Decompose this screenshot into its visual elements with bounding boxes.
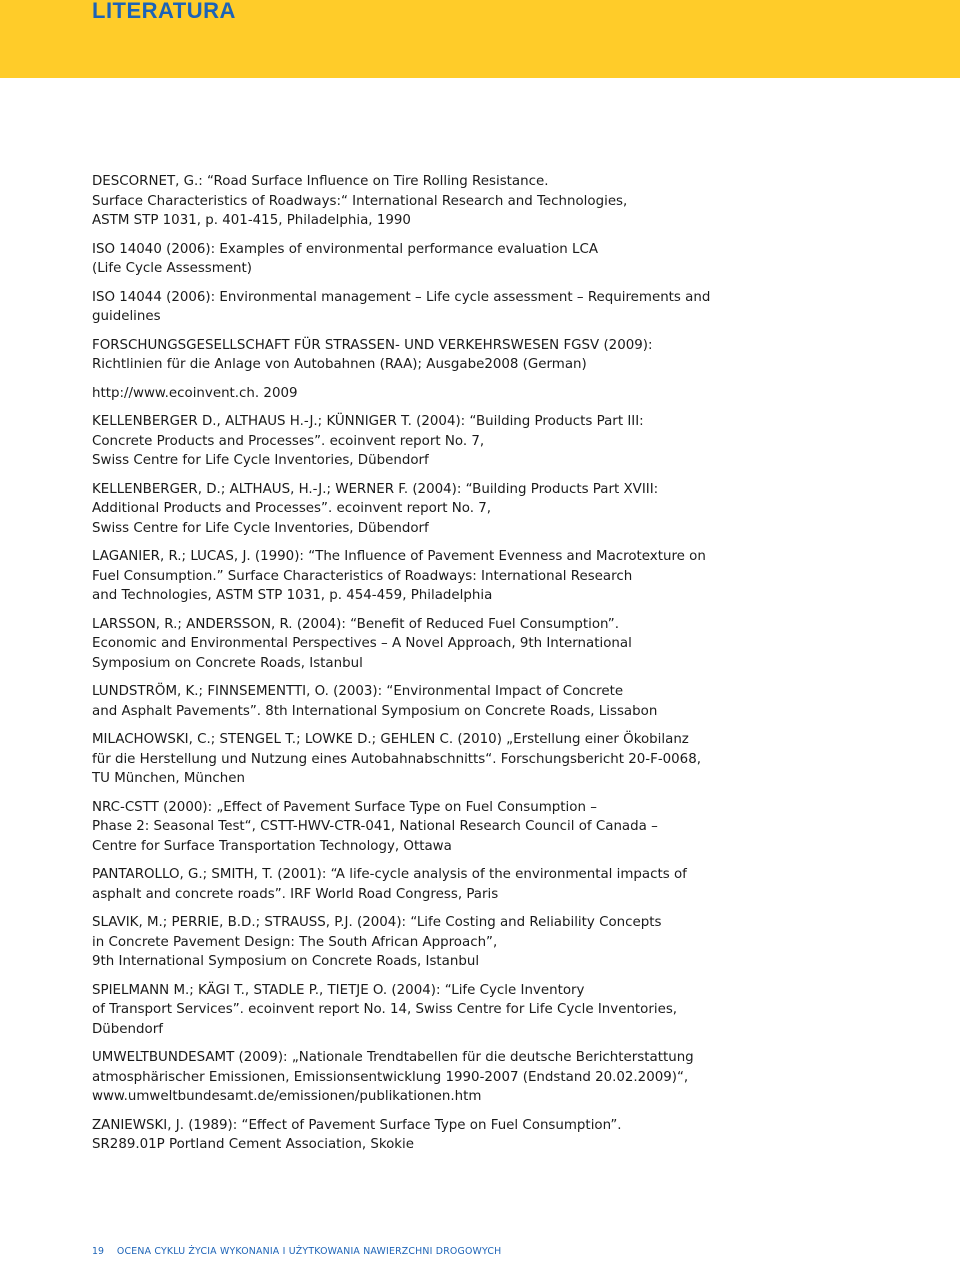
reference-line: and Technologies, ASTM STP 1031, p. 454-459, Philadelphia <box>92 588 493 603</box>
reference-line: guidelines <box>92 309 161 324</box>
footer-title: OCENA CYKLU ŻYCIA WYKONANIA I UŻYTKOWANIA NAWIERZCHNI DROGOWYCH <box>116 1246 502 1257</box>
reference-line: MILACHOWSKI, C.; STENGEL T.; LOWKE D.; GEHLEN C. (2010) „Erstellung einer Ökobilanz <box>92 732 689 747</box>
reference-line: http://www.ecoinvent.ch. 2009 <box>92 385 298 401</box>
reference-line: SLAVIK, M.; PERRIE, B.D.; STRAUSS, P.J. (2004): “Life Costing and Reliability Concepts <box>92 915 662 930</box>
reference-line: (Life Cycle Assessment) <box>92 261 253 276</box>
reference-line: LARSSON, R.; ANDERSSON, R. (2004): “Benefit of Reduced Fuel Consumption”. <box>92 616 619 632</box>
reference-entry <box>92 412 922 471</box>
reference-line: LUNDSTRÖM, K.; FINNSEMENTTI, O. (2003): “Environmental Impact of Concrete <box>92 684 624 699</box>
reference-line: PANTAROLLO, G.; SMITH, T. (2001): “A life-cycle analysis of the environmental impacts of <box>92 867 687 882</box>
reference-entry <box>92 547 922 606</box>
reference-line: Fuel Consumption.” Surface Characteristics of Roadways: International Research <box>92 568 633 584</box>
reference-entry <box>92 682 922 721</box>
reference-line: Richtlinien für die Anlage von Autobahnen (RAA); Ausgabe2008 (German) <box>92 357 587 372</box>
reference-line: LAGANIER, R.; LUCAS, J. (1990): “The Influence of Pavement Evenness and Macrotexture on <box>92 549 706 564</box>
reference-entry <box>92 240 922 279</box>
reference-line: Symposium on Concrete Roads, Istanbul <box>92 655 363 671</box>
reference-entry <box>92 798 922 857</box>
reference-line: Swiss Centre for Life Cycle Inventories, Dübendorf <box>92 520 429 536</box>
reference-line: KELLENBERGER, D.; ALTHAUS, H.-J.; WERNER F. (2004): “Building Products Part XVIII: <box>92 481 659 497</box>
reference-line: Concrete Products and Processes”. ecoinvent report No. 7, <box>92 433 485 449</box>
reference-line: Surface Characteristics of Roadways:“ International Research and Technologies, <box>92 193 628 209</box>
reference-line: NRC-CSTT (2000): „Effect of Pavement Surface Type on Fuel Consumption – <box>92 799 597 815</box>
reference-line: in Concrete Pavement Design: The South African Approach”, <box>92 934 498 950</box>
header-band <box>0 0 960 78</box>
reference-entry <box>92 384 922 404</box>
reference-line: ZANIEWSKI, J. (1989): “Effect of Pavement Surface Type on Fuel Consumption”. <box>92 1117 622 1133</box>
reference-line: Centre for Surface Transportation Technology, Ottawa <box>92 838 452 854</box>
reference-line: 9th International Symposium on Concrete Roads, Istanbul <box>92 954 480 969</box>
reference-line: and Asphalt Pavements”. 8th International Symposium on Concrete Roads, Lissabon <box>92 703 658 719</box>
reference-entry <box>92 865 922 904</box>
reference-entry <box>92 1116 922 1155</box>
reference-line: ISO 14040 (2006): Examples of environmental performance evaluation LCA <box>92 241 599 257</box>
reference-line: SPIELMANN M.; KÄGI T., STADLE P., TIETJE O. (2004): “Life Cycle Inventory <box>92 982 585 998</box>
reference-entry <box>92 172 922 231</box>
reference-entry <box>92 730 922 789</box>
reference-line: Swiss Centre for Life Cycle Inventories, Dübendorf <box>92 453 429 468</box>
reference-line: ASTM STP 1031, p. 401-415, Philadelphia, 1990 <box>92 213 411 228</box>
reference-line: atmosphärischer Emissionen, Emissionsentwicklung 1990-2007 (Endstand 20.02.2009)“, <box>92 1069 689 1085</box>
reference-line: UMWELTBUNDESAMT (2009): „Nationale Trendtabellen für die deutsche Berichterstattung <box>92 1050 694 1065</box>
reference-entry <box>92 480 922 539</box>
reference-line: www.umweltbundesamt.de/emissionen/publikationen.htm <box>92 1089 482 1104</box>
reference-line: FORSCHUNGSGESELLSCHAFT FÜR STRASSEN- UND VERKEHRSWESEN FGSV (2009): <box>92 337 653 353</box>
page-title: LITERATURA <box>92 0 236 23</box>
reference-line: Dübendorf <box>92 1021 163 1037</box>
reference-line: für die Herstellung und Nutzung eines Autobahnabschnitts“. Forschungsbericht 20-F-0068, <box>92 751 701 767</box>
reference-line: KELLENBERGER D., ALTHAUS H.-J.; KÜNNIGER T. (2004): “Building Products Part III: <box>92 414 644 429</box>
reference-entry <box>92 288 922 327</box>
reference-line: SR289.01P Portland Cement Association, Skokie <box>92 1137 415 1152</box>
reference-list <box>92 172 922 1164</box>
reference-line: of Transport Services”. ecoinvent report No. 14, Swiss Centre for Life Cycle Inventories, <box>92 1002 678 1017</box>
reference-line: Phase 2: Seasonal Test“, CSTT-HWV-CTR-041, National Research Council of Canada – <box>92 819 658 834</box>
page-footer <box>92 1246 501 1257</box>
reference-line: ISO 14044 (2006): Environmental management – Life cycle assessment – Requirements and <box>92 289 711 305</box>
reference-line: asphalt and concrete roads”. IRF World Road Congress, Paris <box>92 886 499 902</box>
reference-entry <box>92 1048 922 1107</box>
reference-line: Economic and Environmental Perspectives – A Novel Approach, 9th International <box>92 636 632 651</box>
reference-line: DESCORNET, G.: “Road Surface Influence on Tire Rolling Resistance. <box>92 174 549 189</box>
reference-entry <box>92 981 922 1040</box>
reference-line: Additional Products and Processes”. ecoinvent report No. 7, <box>92 501 492 516</box>
page-number: 19 <box>92 1246 104 1257</box>
reference-line: TU München, München <box>92 771 245 786</box>
reference-entry <box>92 615 922 674</box>
reference-entry <box>92 913 922 972</box>
reference-entry <box>92 336 922 375</box>
